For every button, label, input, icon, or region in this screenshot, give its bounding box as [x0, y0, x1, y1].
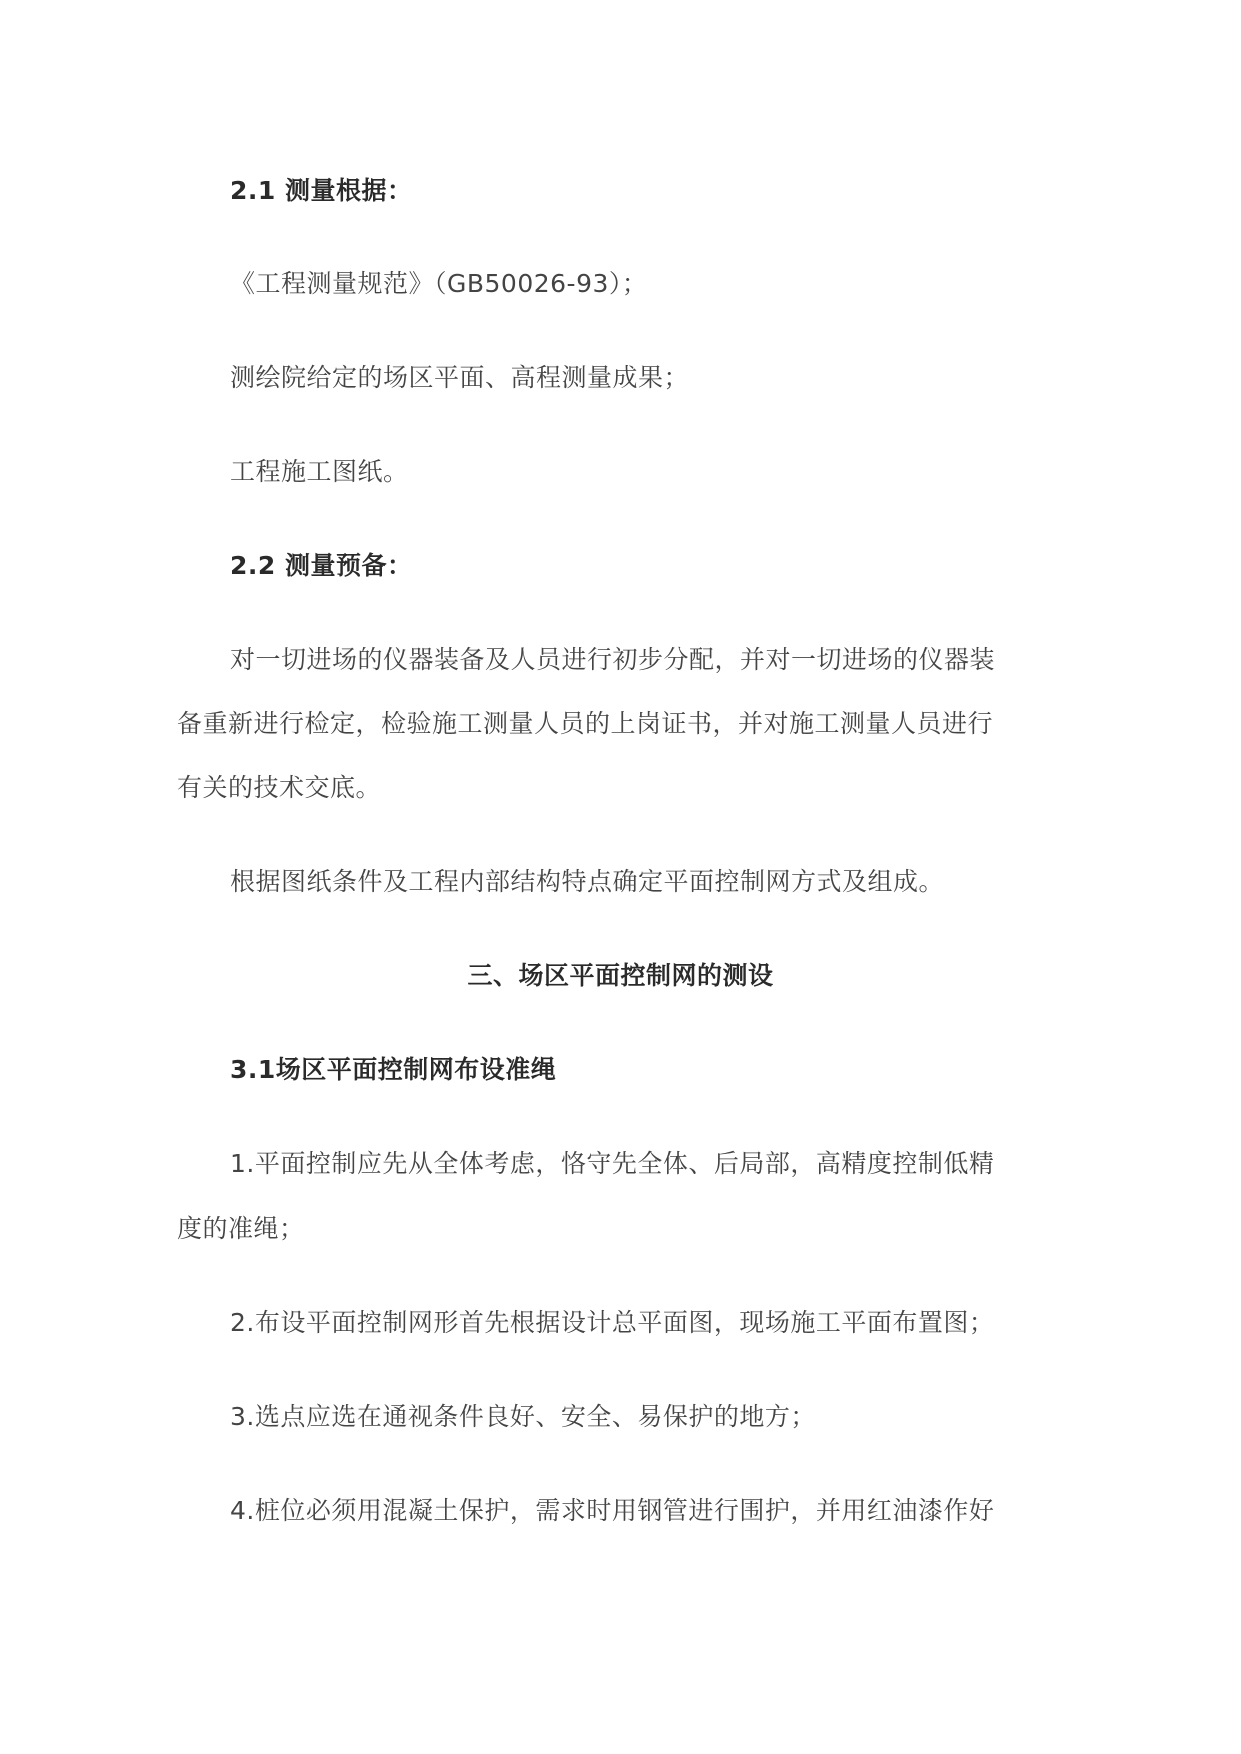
prep-paragraph-2: 根据图纸条件及工程内部结构特点确定平面控制网方式及组成。 [230, 867, 945, 896]
prep-paragraph-line: 备重新进行检定，检验施工测量人员的上岗证书，并对施工测量人员进行 [177, 709, 994, 738]
basis-item: 《工程测量规范》（GB50026-93）； [230, 269, 648, 298]
rule-2: 2.布设平面控制网形首先根据设计总平面图，现场施工平面布置图； [230, 1308, 995, 1337]
section-3-1-heading: 3.1场区平面控制网布设准绳 [230, 1055, 557, 1084]
rule-4: 4.桩位必须用混凝土保护，需求时用钢管进行围护，并用红油漆作好 [230, 1496, 995, 1525]
chapter-3-title: 三、场区平面控制网的测设 [467, 961, 774, 990]
prep-paragraph-line: 对一切进场的仪器装备及人员进行初步分配，并对一切进场的仪器装 [230, 645, 996, 674]
rule-1-line: 度的准绳； [177, 1214, 305, 1243]
section-2-1-heading: 2.1 测量根据： [230, 176, 413, 205]
rule-1-line: 1.平面控制应先从全体考虑，恪守先全体、后局部，高精度控制低精 [230, 1149, 995, 1178]
basis-item: 测绘院给定的场区平面、高程测量成果； [230, 363, 690, 392]
section-2-2-heading: 2.2 测量预备： [230, 551, 413, 580]
prep-paragraph-line: 有关的技术交底。 [177, 773, 382, 802]
rule-3: 3.选点应选在通视条件良好、安全、易保护的地方； [230, 1402, 816, 1431]
basis-item: 工程施工图纸。 [230, 457, 409, 486]
